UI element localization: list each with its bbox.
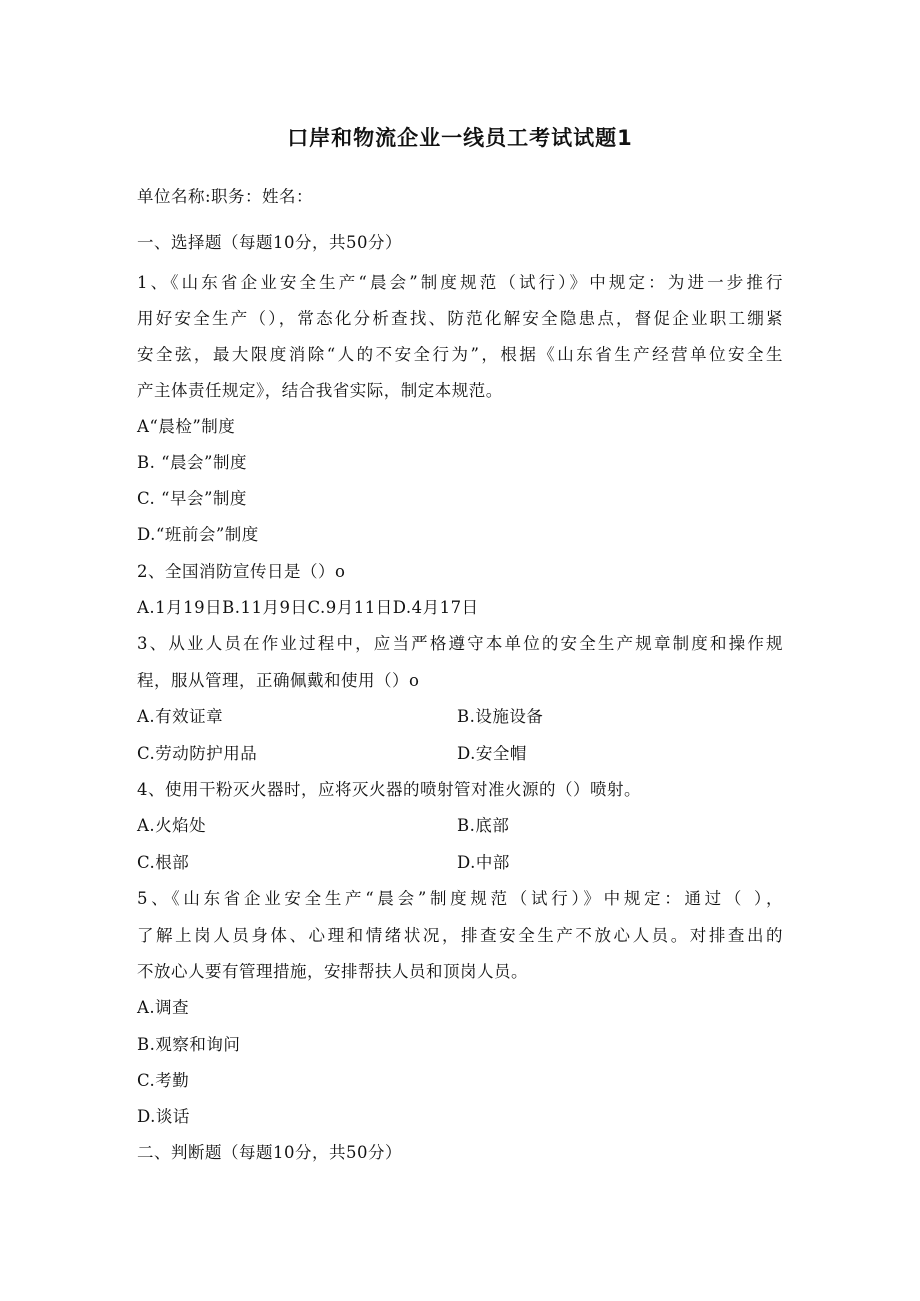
question-2-options: A.1月19日B.11月9日C.9月11日D.4月17日 xyxy=(137,598,479,617)
question-5-line: 不放心人要有管理措施，安排帮扶人员和顶岗人员。 xyxy=(137,962,528,981)
question-5-line: 了解上岗人员身体、心理和情绪状况，排查安全生产不放心人员。对排查出的 xyxy=(137,926,783,945)
question-1-option-d: D.“班前会”制度 xyxy=(137,525,259,544)
question-4-option-d: D.中部 xyxy=(457,853,510,872)
question-1-option-c: C. “早会”制度 xyxy=(137,489,247,508)
question-5-line: 5、《山东省企业安全生产“晨会”制度规范（试行）》中规定：通过（ ）， xyxy=(137,889,783,908)
question-3-option-c: C.劳动防护用品 xyxy=(137,744,258,763)
question-3-line: 程，服从管理，正确佩戴和使用（）o xyxy=(137,671,420,690)
info-line: 单位名称:职务：姓名： xyxy=(137,187,314,206)
question-5-option-d: D.谈话 xyxy=(137,1107,190,1126)
question-3-option-a: A.有效证章 xyxy=(137,707,224,726)
question-1-line: 1、《山东省企业安全生产“晨会”制度规范（试行）》中规定：为进一步推行 xyxy=(137,273,783,292)
question-3-option-d: D.安全帽 xyxy=(457,744,527,763)
question-1-option-a: A“晨检”制度 xyxy=(137,417,236,436)
question-3-line: 3、从业人员在作业过程中，应当严格遵守本单位的安全生产规章制度和操作规 xyxy=(137,634,783,653)
question-4-option-a: A.火焰处 xyxy=(137,816,207,835)
question-5-option-c: C.考勤 xyxy=(137,1071,190,1090)
question-5-option-b: B.观察和询问 xyxy=(137,1035,241,1054)
question-1-option-b: B. “晨会”制度 xyxy=(137,453,247,472)
page-title: 口岸和物流企业一线员工考试试题1 xyxy=(287,126,633,150)
question-5-option-a: A.调查 xyxy=(137,998,190,1017)
section-heading-choice: 一、选择题（每题10分，共50分） xyxy=(137,233,402,252)
question-1-line: 用好安全生产（），常态化分析查找、防范化解安全隐患点，督促企业职工绷紧 xyxy=(137,309,783,328)
question-1-line: 产主体责任规定》，结合我省实际，制定本规范。 xyxy=(137,381,503,400)
question-2-text: 2、全国消防宣传日是（）o xyxy=(137,562,346,581)
question-1-line: 安全弦，最大限度消除“人的不安全行为”，根据《山东省生产经营单位安全生 xyxy=(137,345,783,364)
section-heading-judgment: 二、判断题（每题10分，共50分） xyxy=(137,1143,402,1162)
question-3-option-b: B.设施设备 xyxy=(457,707,544,726)
question-4-option-b: B.底部 xyxy=(457,816,510,835)
question-4-text: 4、使用干粉灭火器时，应将灭火器的喷射管对准火源的（）喷射。 xyxy=(137,780,641,799)
question-4-option-c: C.根部 xyxy=(137,853,190,872)
